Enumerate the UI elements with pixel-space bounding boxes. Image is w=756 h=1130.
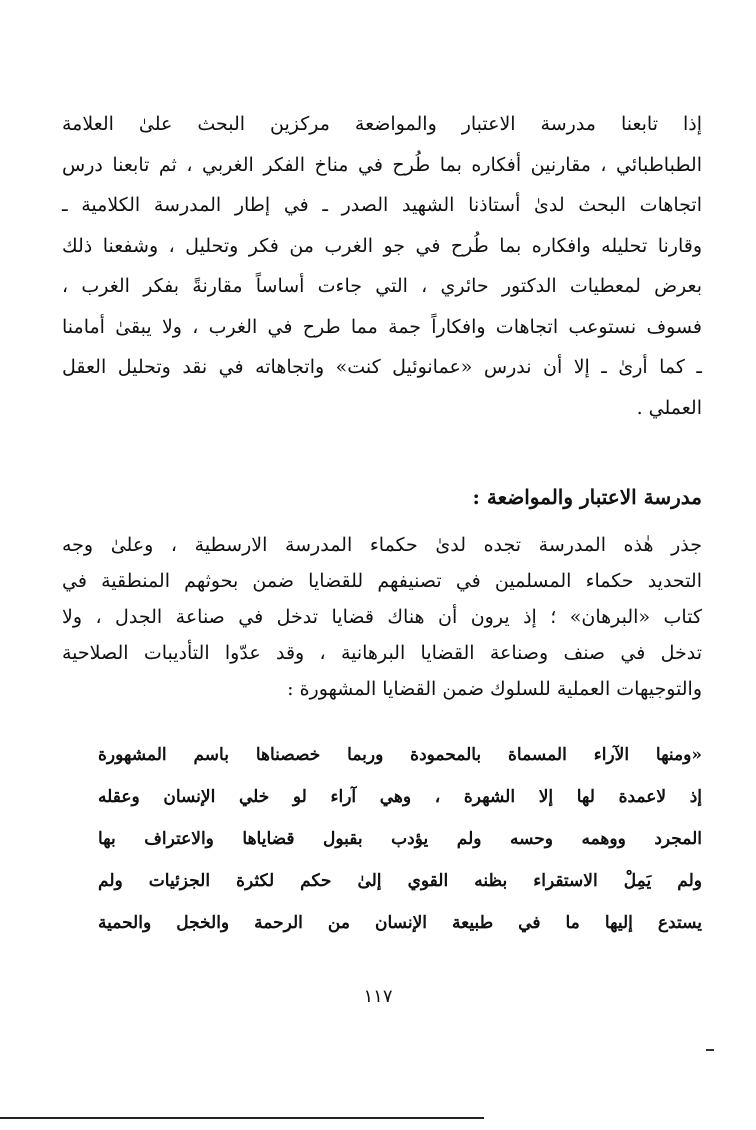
text-line: التحديد حكماء المسلمين في تصنيفهم للقضايا ضمن بحوثهم المنطقية في — [62, 570, 702, 592]
quote-line: ولم يَمِلْ الاستقراء بظنه القوي إلىٰ حكم لكثرة الجزئيات ولم — [98, 871, 702, 891]
text-line: فسوف نستوعب اتجاهات وافكاراً جمة مما طرح في الغرب ، ولا يبقىٰ أمامنا — [62, 315, 702, 338]
quote-line: يستدع إليها ما في طبيعة الإنسان من الرحمة والخجل والحمية — [98, 913, 702, 933]
text-line: العملي . — [636, 396, 702, 419]
bottom-rule — [0, 1117, 484, 1119]
text-line: والتوجيهات العملية للسلوك ضمن القضايا المشهورة : — [287, 678, 702, 700]
text-line: ـ كما أرىٰ ـ إلا أن ندرس «عمانوئيل كنت» واتجاهاته في نقد وتحليل العقل — [62, 356, 702, 378]
text-line: إذا تابعنا مدرسة الاعتبار والمواضعة مركزين البحث علىٰ العلامة — [62, 113, 702, 135]
quote-line: المجرد ووهمه وحسه ولم يؤدب بقبول قضاياها والاعتراف بها — [98, 829, 702, 849]
text-line: تدخل في صنف وصناعة القضايا البرهانية ، وقد عدّوا التأديبات الصلاحية — [62, 642, 702, 664]
text-line: جذر هٰذه المدرسة تجده لدىٰ حكماء المدرسة الارسطية ، وعلىٰ وجه — [62, 534, 702, 556]
quote-line: إذ لاعمدة لها إلا الشهرة ، وهي آراء لو خلي الإنسان وعقله — [98, 787, 702, 807]
text-line: اتجاهات البحث لدىٰ أستاذنا الشهيد الصدر ـ في إطار المدرسة الكلامية ـ — [62, 194, 702, 216]
page-number: ١١٧ — [363, 986, 393, 1007]
block-quote — [98, 734, 702, 944]
quote-line: «ومنها الآراء المسماة بالمحمودة وربما خصصناها باسم المشهورة — [98, 745, 702, 765]
text-line: كتاب «البرهان» ؛ إذ يرون أن هناك قضايا تدخل في صناعة الجدل ، ولا — [62, 606, 702, 628]
text-line: بعرض لمعطيات الدكتور حائري ، التي جاءت أساساً مقارنةً بفكر الغرب ، — [62, 275, 702, 297]
section-heading: مدرسة الاعتبار والمواضعة : — [472, 485, 702, 509]
text-line: الطباطبائي ، مقارنين أفكاره بما طُرح في مناخ الفكر الغربي ، ثم تابعنا درس — [62, 153, 702, 176]
scan-dash-mark — [706, 1049, 714, 1051]
section-paragraph — [62, 527, 702, 707]
text-line: وقارنا تحليله وافكاره بما طُرح في جو الغرب من فكر وتحليل ، وشفعنا ذلك — [62, 234, 702, 257]
intro-paragraph — [62, 104, 702, 428]
